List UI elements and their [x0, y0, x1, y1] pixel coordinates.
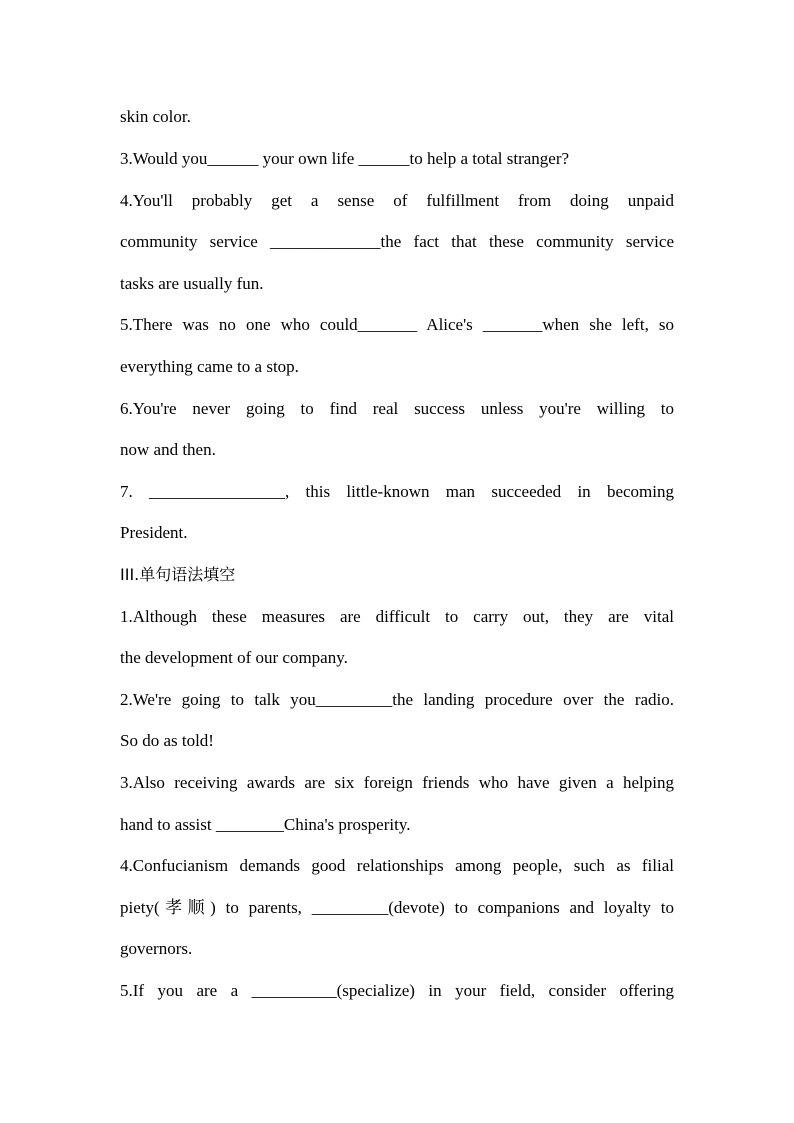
- text-line: tasks are usually fun.: [120, 274, 264, 293]
- text-line: 3.Would you______ your own life ______to help a total stranger?: [120, 149, 570, 168]
- text-line: President.: [120, 523, 188, 542]
- text-line: 7. ________________, this little-known man succeeded in becoming: [120, 482, 674, 501]
- text-line: So do as told!: [120, 731, 214, 750]
- text-line: hand to assist ________China's prosperity.: [120, 815, 411, 834]
- text-line: 2.We're going to talk you_________the landing procedure over the radio.: [120, 690, 674, 709]
- text-line: now and then.: [120, 440, 216, 459]
- text-line: 1.Although these measures are difficult to carry out, they are vital: [120, 607, 674, 626]
- text-line: 5.If you are a __________(specialize) in your field, consider offering: [120, 981, 674, 1000]
- text-line: 5.There was no one who could_______ Alice's _______when she left, so: [120, 315, 674, 334]
- text-line: community service _____________the fact that these community service: [120, 232, 674, 251]
- section-heading: III.单句语法填空: [120, 565, 236, 584]
- text-line: the development of our company.: [120, 648, 348, 667]
- text-line: 4.Confucianism demands good relationships among people, such as filial: [120, 856, 674, 875]
- text-line: 4.You'll probably get a sense of fulfillment from doing unpaid: [120, 191, 674, 210]
- text-line: piety(孝顺) to parents, _________(devote) to companions and loyalty to: [120, 898, 674, 917]
- text-line: 3.Also receiving awards are six foreign friends who have given a helping: [120, 773, 674, 792]
- text-line: governors.: [120, 939, 193, 958]
- text-line: 6.You're never going to find real success unless you're willing to: [120, 399, 674, 418]
- text-line: skin color.: [120, 107, 191, 126]
- text-line: everything came to a stop.: [120, 357, 299, 376]
